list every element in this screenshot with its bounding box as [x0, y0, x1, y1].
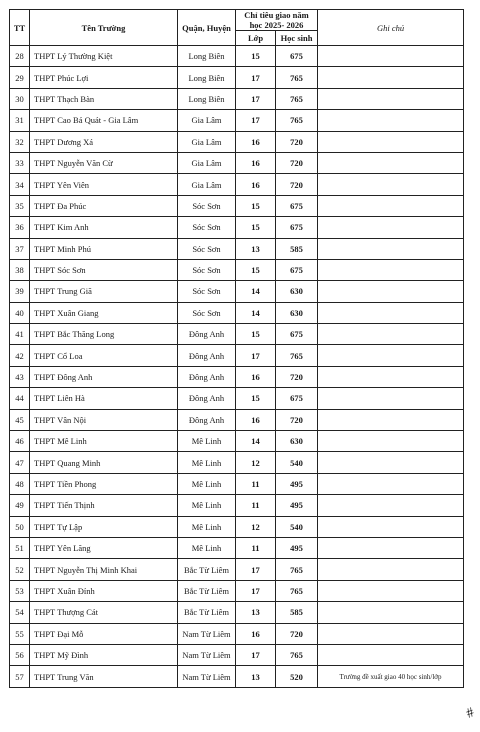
student-count: 675: [276, 46, 318, 67]
class-count: 12: [236, 516, 276, 537]
district-name: Bắc Từ Liêm: [178, 559, 236, 580]
district-name: Đông Anh: [178, 366, 236, 387]
table-row: [10, 217, 464, 238]
class-count: 15: [236, 46, 276, 67]
note-cell: [318, 431, 464, 452]
note-cell: [318, 452, 464, 473]
class-count: 14: [236, 302, 276, 323]
table-row: [10, 537, 464, 558]
school-name: THPT Lý Thường Kiệt: [30, 46, 178, 67]
table-row: [10, 388, 464, 409]
school-name: THPT Thượng Cát: [30, 602, 178, 623]
district-name: Gia Lâm: [178, 152, 236, 173]
school-name: THPT Yên Viên: [30, 174, 178, 195]
table-row: [10, 302, 464, 323]
table-row: [10, 67, 464, 88]
school-name: THPT Kim Anh: [30, 217, 178, 238]
student-count: 765: [276, 88, 318, 109]
school-target-table: [9, 9, 464, 688]
student-count: 675: [276, 195, 318, 216]
table-row: [10, 602, 464, 623]
school-name: THPT Tiến Thịnh: [30, 495, 178, 516]
note-cell: [318, 217, 464, 238]
district-name: Sóc Sơn: [178, 302, 236, 323]
row-number: 34: [10, 174, 30, 195]
note-cell: [318, 67, 464, 88]
row-number: 55: [10, 623, 30, 644]
table-row: [10, 195, 464, 216]
note-cell: [318, 174, 464, 195]
table-row: [10, 152, 464, 173]
row-number: 54: [10, 602, 30, 623]
row-number: 52: [10, 559, 30, 580]
class-count: 13: [236, 602, 276, 623]
table-row: [10, 431, 464, 452]
class-count: 16: [236, 366, 276, 387]
table-body: [10, 46, 464, 688]
district-name: Nam Từ Liêm: [178, 666, 236, 687]
table-row: [10, 281, 464, 302]
school-name: THPT Minh Phú: [30, 238, 178, 259]
row-number: 36: [10, 217, 30, 238]
student-count: 765: [276, 345, 318, 366]
row-number: 37: [10, 238, 30, 259]
note-cell: [318, 281, 464, 302]
row-number: 30: [10, 88, 30, 109]
note-cell: [318, 495, 464, 516]
note-cell: [318, 409, 464, 430]
district-name: Mê Linh: [178, 516, 236, 537]
class-count: 16: [236, 174, 276, 195]
note-cell: [318, 131, 464, 152]
class-count: 16: [236, 409, 276, 430]
district-name: Mê Linh: [178, 537, 236, 558]
table-row: [10, 259, 464, 280]
table-row: [10, 644, 464, 665]
note-cell: [318, 602, 464, 623]
margin-mark: #: [464, 705, 477, 722]
table-row: [10, 131, 464, 152]
district-name: Đông Anh: [178, 345, 236, 366]
table-row: [10, 559, 464, 580]
row-number: 41: [10, 324, 30, 345]
school-name: THPT Nguyễn Văn Cừ: [30, 152, 178, 173]
school-name: THPT Quang Minh: [30, 452, 178, 473]
school-name: THPT Tự Lập: [30, 516, 178, 537]
class-count: 14: [236, 431, 276, 452]
school-name: THPT Cổ Loa: [30, 345, 178, 366]
student-count: 585: [276, 602, 318, 623]
school-name: THPT Cao Bá Quát - Gia Lâm: [30, 110, 178, 131]
row-number: 32: [10, 131, 30, 152]
student-count: 540: [276, 516, 318, 537]
school-name: THPT Liên Hà: [30, 388, 178, 409]
school-name: THPT Bắc Thăng Long: [30, 324, 178, 345]
class-count: 16: [236, 131, 276, 152]
class-count: 14: [236, 281, 276, 302]
row-number: 38: [10, 259, 30, 280]
class-count: 15: [236, 217, 276, 238]
district-name: Nam Từ Liêm: [178, 644, 236, 665]
row-number: 49: [10, 495, 30, 516]
row-number: 42: [10, 345, 30, 366]
class-count: 17: [236, 110, 276, 131]
district-name: Mê Linh: [178, 431, 236, 452]
table-row: [10, 88, 464, 109]
school-name: THPT Sóc Sơn: [30, 259, 178, 280]
row-number: 28: [10, 46, 30, 67]
district-name: Bắc Từ Liêm: [178, 602, 236, 623]
class-count: 15: [236, 195, 276, 216]
district-name: Sóc Sơn: [178, 217, 236, 238]
school-name: THPT Yên Lãng: [30, 537, 178, 558]
class-count: 12: [236, 452, 276, 473]
class-count: 17: [236, 67, 276, 88]
student-count: 720: [276, 623, 318, 644]
district-name: Bắc Từ Liêm: [178, 580, 236, 601]
class-count: 11: [236, 473, 276, 494]
school-name: THPT Vân Nội: [30, 409, 178, 430]
note-cell: [318, 324, 464, 345]
class-count: 15: [236, 324, 276, 345]
student-count: 765: [276, 580, 318, 601]
row-number: 45: [10, 409, 30, 430]
student-count: 675: [276, 217, 318, 238]
table-row: [10, 666, 464, 687]
district-name: Sóc Sơn: [178, 259, 236, 280]
class-count: 11: [236, 495, 276, 516]
note-cell: [318, 345, 464, 366]
school-name: THPT Trung Giã: [30, 281, 178, 302]
row-number: 47: [10, 452, 30, 473]
school-name: THPT Đa Phúc: [30, 195, 178, 216]
district-name: Mê Linh: [178, 452, 236, 473]
row-number: 39: [10, 281, 30, 302]
row-number: 50: [10, 516, 30, 537]
table-row: [10, 345, 464, 366]
table-row: [10, 580, 464, 601]
district-name: Mê Linh: [178, 473, 236, 494]
student-count: 765: [276, 67, 318, 88]
student-count: 720: [276, 152, 318, 173]
district-name: Gia Lâm: [178, 174, 236, 195]
table-row: [10, 366, 464, 387]
student-count: 765: [276, 110, 318, 131]
note-cell: [318, 238, 464, 259]
student-count: 520: [276, 666, 318, 687]
student-count: 720: [276, 366, 318, 387]
table-row: [10, 473, 464, 494]
table-row: [10, 623, 464, 644]
district-name: Gia Lâm: [178, 131, 236, 152]
school-name: THPT Đông Anh: [30, 366, 178, 387]
table-row: [10, 452, 464, 473]
school-name: THPT Dương Xá: [30, 131, 178, 152]
class-count: 16: [236, 623, 276, 644]
header-tt: TT: [10, 10, 30, 46]
note-cell: [318, 537, 464, 558]
district-name: Đông Anh: [178, 324, 236, 345]
school-name: THPT Trung Văn: [30, 666, 178, 687]
class-count: 17: [236, 644, 276, 665]
student-count: 495: [276, 473, 318, 494]
student-count: 765: [276, 644, 318, 665]
class-count: 17: [236, 559, 276, 580]
header-classes: Lớp: [236, 31, 276, 46]
header-students: Học sinh: [276, 31, 318, 46]
district-name: Sóc Sơn: [178, 195, 236, 216]
district-name: Mê Linh: [178, 495, 236, 516]
school-name: THPT Đại Mỗ: [30, 623, 178, 644]
row-number: 57: [10, 666, 30, 687]
note-cell: [318, 388, 464, 409]
student-count: 585: [276, 238, 318, 259]
student-count: 720: [276, 174, 318, 195]
school-name: THPT Phúc Lợi: [30, 67, 178, 88]
row-number: 35: [10, 195, 30, 216]
note-cell: [318, 366, 464, 387]
student-count: 540: [276, 452, 318, 473]
note-cell: [318, 88, 464, 109]
note-cell: [318, 259, 464, 280]
class-count: 17: [236, 580, 276, 601]
table-row: [10, 409, 464, 430]
class-count: 17: [236, 88, 276, 109]
row-number: 33: [10, 152, 30, 173]
row-number: 29: [10, 67, 30, 88]
table-row: [10, 46, 464, 67]
note-cell: Trường đề xuất giao 40 học sinh/lớp: [318, 666, 464, 687]
school-name: THPT Mỹ Đình: [30, 644, 178, 665]
class-count: 11: [236, 537, 276, 558]
note-cell: [318, 580, 464, 601]
class-count: 13: [236, 238, 276, 259]
student-count: 765: [276, 559, 318, 580]
district-name: Long Biên: [178, 67, 236, 88]
district-name: Nam Từ Liêm: [178, 623, 236, 644]
header-note: Ghi chú: [318, 10, 464, 46]
note-cell: [318, 152, 464, 173]
note-cell: [318, 623, 464, 644]
note-cell: [318, 195, 464, 216]
student-count: 630: [276, 281, 318, 302]
class-count: 17: [236, 345, 276, 366]
table-row: [10, 324, 464, 345]
table-row: [10, 110, 464, 131]
row-number: 53: [10, 580, 30, 601]
student-count: 675: [276, 259, 318, 280]
header-row: [10, 10, 464, 31]
class-count: 15: [236, 388, 276, 409]
table-row: [10, 516, 464, 537]
class-count: 15: [236, 259, 276, 280]
district-name: Long Biên: [178, 88, 236, 109]
district-name: Sóc Sơn: [178, 281, 236, 302]
school-name: THPT Thạch Bàn: [30, 88, 178, 109]
school-name: THPT Nguyễn Thị Minh Khai: [30, 559, 178, 580]
student-count: 495: [276, 495, 318, 516]
student-count: 675: [276, 324, 318, 345]
row-number: 56: [10, 644, 30, 665]
student-count: 720: [276, 131, 318, 152]
header-target: Chỉ tiêu giao năm học 2025- 2026: [236, 10, 318, 31]
row-number: 51: [10, 537, 30, 558]
table-row: [10, 238, 464, 259]
district-name: Gia Lâm: [178, 110, 236, 131]
student-count: 675: [276, 388, 318, 409]
school-name: THPT Tiền Phong: [30, 473, 178, 494]
student-count: 630: [276, 302, 318, 323]
header-school: Tên Trường: [30, 10, 178, 46]
class-count: 13: [236, 666, 276, 687]
note-cell: [318, 516, 464, 537]
row-number: 44: [10, 388, 30, 409]
row-number: 40: [10, 302, 30, 323]
note-cell: [318, 559, 464, 580]
district-name: Đông Anh: [178, 388, 236, 409]
table-row: [10, 174, 464, 195]
table-row: [10, 495, 464, 516]
district-name: Long Biên: [178, 46, 236, 67]
row-number: 43: [10, 366, 30, 387]
district-name: Đông Anh: [178, 409, 236, 430]
district-name: Sóc Sơn: [178, 238, 236, 259]
row-number: 46: [10, 431, 30, 452]
note-cell: [318, 644, 464, 665]
class-count: 16: [236, 152, 276, 173]
note-cell: [318, 46, 464, 67]
school-name: THPT Mê Linh: [30, 431, 178, 452]
student-count: 630: [276, 431, 318, 452]
school-name: THPT Xuân Giang: [30, 302, 178, 323]
header-district: Quận, Huyện: [178, 10, 236, 46]
student-count: 720: [276, 409, 318, 430]
note-cell: [318, 473, 464, 494]
row-number: 31: [10, 110, 30, 131]
note-cell: [318, 110, 464, 131]
row-number: 48: [10, 473, 30, 494]
school-name: THPT Xuân Đỉnh: [30, 580, 178, 601]
student-count: 495: [276, 537, 318, 558]
note-cell: [318, 302, 464, 323]
